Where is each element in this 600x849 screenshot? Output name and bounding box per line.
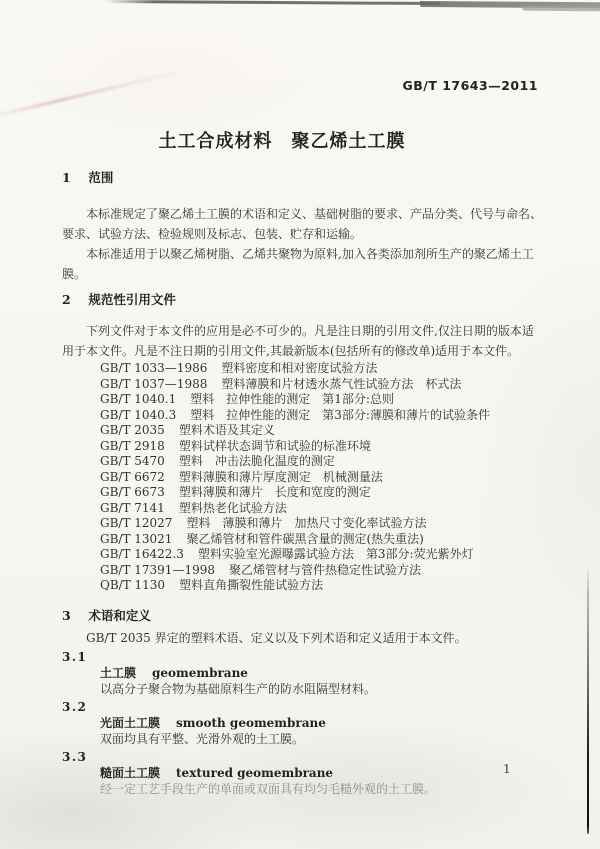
page-number: 1	[503, 762, 511, 776]
scan-fold-line	[587, 566, 589, 834]
scan-torn-edge	[522, 6, 600, 12]
reference-title: 塑料术语及其定义	[178, 423, 275, 437]
reference-title: 塑料 冲击法脆化温度的测定	[178, 454, 335, 468]
reference-item	[62, 454, 544, 470]
term-name-en: textured geomembrane	[176, 765, 334, 780]
term-definition: 以高分子聚合物为基础原料生产的防水阻隔型材料。	[100, 681, 377, 696]
reference-item	[62, 377, 544, 393]
scan-crease-line	[0, 69, 185, 120]
reference-item	[62, 361, 544, 377]
term-name-line	[62, 665, 544, 681]
term-block	[62, 649, 544, 697]
reference-title: 塑料试样状态调节和试验的标准环境	[178, 438, 371, 453]
term-block	[62, 749, 544, 797]
scan-torn-edge	[105, 0, 440, 5]
term-number: 3.2	[62, 699, 88, 714]
reference-code: GB/T 7141	[100, 500, 165, 515]
section-number: 2	[62, 292, 71, 307]
reference-title: 塑料薄膜和薄片 长度和宽度的测定	[178, 485, 371, 499]
reference-title: 塑料密度和相对密度试验方法	[221, 361, 378, 375]
standard-code: GB/T 17643—2011	[402, 78, 538, 93]
reference-code: GB/T 2035	[100, 423, 165, 437]
reference-code: GB/T 17391—1998	[100, 562, 215, 577]
term-block	[62, 699, 544, 747]
term-definition: 经一定工艺手段生产的单面或双面具有均匀毛糙外观的土工膜。	[100, 781, 437, 796]
reference-code: GB/T 1037—1988	[100, 376, 208, 391]
section-title: 规范性引用文件	[88, 292, 176, 307]
term-number: 3.1	[62, 649, 88, 664]
reference-title: 塑料实验室光源曝露试验方法 第3部分:荧光紫外灯	[197, 547, 474, 561]
document-body	[62, 168, 544, 797]
reference-item	[62, 485, 544, 501]
reference-code: GB/T 1040.1	[100, 392, 177, 406]
reference-code: GB/T 13021	[100, 531, 173, 546]
reference-title: 塑料 拉伸性能的测定 第3部分:薄膜和薄片的试验条件	[190, 407, 490, 422]
reference-title: 塑料 薄膜和薄片 加热尺寸变化率试验方法	[186, 516, 427, 530]
references-list	[62, 361, 544, 594]
term-name-line	[62, 715, 544, 731]
reference-code: GB/T 5470	[100, 454, 165, 468]
section-1-heading	[62, 168, 544, 188]
reference-code: GB/T 16422.3	[100, 547, 184, 561]
section-2-heading	[62, 290, 544, 310]
term-name-en: geomembrane	[152, 665, 248, 680]
references-intro: 下列文件对于本文件的应用是必不可少的。凡是注日期的引用文件,仅注日期的版本适用于本文件。凡是不注日期的引用文件,其最新版本(包括所有的修改单)适用于本文件。	[62, 324, 534, 358]
reference-item	[62, 470, 544, 486]
reference-item	[62, 408, 544, 424]
reference-item	[62, 392, 544, 408]
term-name-zh: 光面土工膜	[100, 715, 161, 730]
reference-title: 塑料 拉伸性能的测定 第1部分:总则	[190, 392, 394, 406]
scope-paragraph: 本标准规定了聚乙烯土工膜的术语和定义、基础树脂的要求、产品分类、代号与命名、要求、试验方法、检验规则及标志、包装、贮存和运输。	[62, 207, 543, 241]
reference-title: 塑料薄膜和薄片厚度测定 机械测量法	[178, 469, 383, 484]
reference-item	[62, 516, 544, 532]
reference-item	[62, 501, 544, 517]
section-number: 3	[62, 607, 71, 623]
term-name-line	[62, 765, 544, 781]
section-number: 1	[62, 170, 71, 185]
reference-item	[62, 423, 544, 439]
reference-code: QB/T 1130	[100, 578, 166, 592]
reference-item	[62, 578, 544, 594]
term-name-zh: 糙面土工膜	[100, 765, 161, 780]
term-name-en: smooth geomembrane	[176, 715, 326, 730]
terms-intro: GB/T 2035 界定的塑料术语、定义以及下列术语和定义适用于本文件。	[86, 630, 467, 645]
reference-title: 聚乙烯管材与管件热稳定性试验方法	[228, 562, 421, 577]
reference-code: GB/T 1033—1986	[100, 361, 208, 375]
reference-item	[62, 547, 544, 563]
reference-title: 塑料热老化试验方法	[178, 500, 287, 515]
section-3-heading	[62, 606, 544, 626]
reference-item	[62, 532, 544, 548]
section-title: 术语和定义	[88, 607, 151, 623]
reference-code: GB/T 1040.3	[100, 407, 177, 422]
reference-title: 聚乙烯管材和管件碳黑含量的测定(热失重法)	[186, 531, 424, 546]
reference-item	[62, 563, 544, 579]
term-name-zh: 土工膜	[100, 665, 137, 680]
document-title: 土工合成材料 聚乙烯土工膜	[158, 131, 406, 152]
reference-code: GB/T 12027	[100, 516, 173, 530]
applicability-paragraph: 本标准适用于以聚乙烯树脂、乙烯共聚物为原料,加入各类添加剂所生产的聚乙烯土工膜。	[62, 247, 534, 281]
section-title: 范围	[88, 170, 114, 185]
reference-code: GB/T 6673	[100, 485, 165, 499]
reference-code: GB/T 2918	[100, 438, 165, 453]
reference-item	[62, 439, 544, 455]
term-number: 3.3	[62, 749, 88, 764]
term-definition: 双面均具有平整、光滑外观的土工膜。	[100, 731, 305, 746]
reference-code: GB/T 6672	[100, 469, 165, 484]
reference-title: 塑料薄膜和片材透水蒸气性试验方法 杯式法	[221, 376, 462, 391]
reference-title: 塑料直角撕裂性能试验方法	[179, 578, 324, 592]
